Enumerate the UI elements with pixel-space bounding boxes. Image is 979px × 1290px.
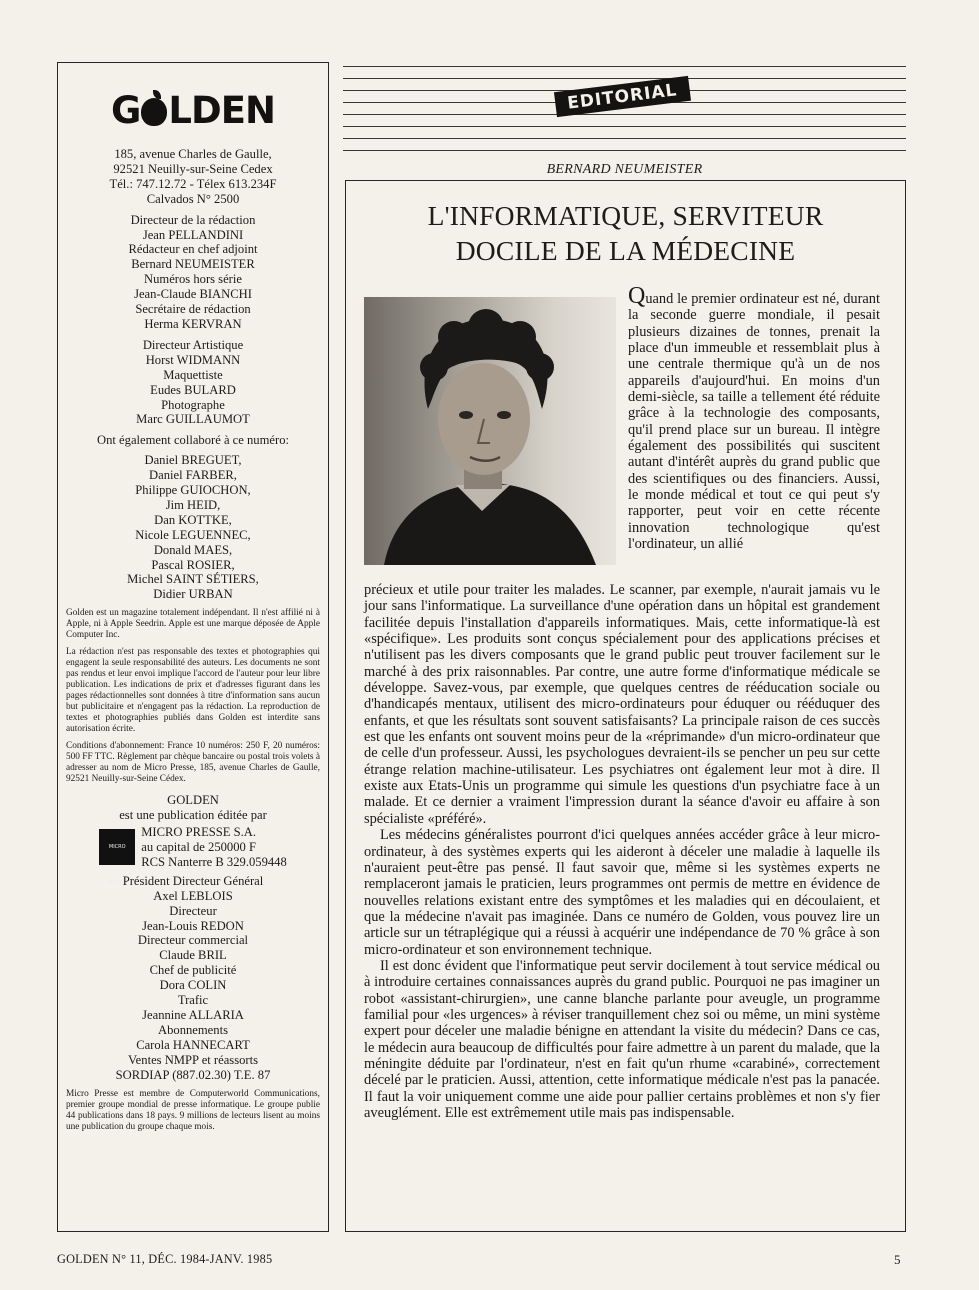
management-line: Jeannine ALLARIA	[142, 1007, 244, 1022]
apple-logo-icon	[141, 98, 167, 126]
portrait-illustration	[364, 297, 616, 565]
staff-line: Jean-Claude BIANCHI	[134, 287, 252, 302]
management-line: Directeur	[169, 903, 217, 918]
staff-line: Numéros hors série	[144, 272, 242, 287]
address-line: Calvados N° 2500	[146, 191, 240, 206]
publisher-intro	[64, 793, 322, 823]
contributors-block	[64, 453, 322, 602]
golden-logo: G LDEN	[111, 89, 275, 132]
art-line: Eudes BULARD	[150, 382, 236, 397]
art-line: Marc GUILLAUMOT	[136, 412, 250, 427]
staff-line: Bernard NEUMEISTER	[131, 257, 255, 272]
contributor-name: Michel SAINT SÉTIERS,	[127, 572, 259, 587]
management-block	[64, 874, 322, 1083]
address-block	[64, 147, 322, 207]
management-line: Jean-Louis REDON	[142, 918, 244, 933]
rule-line	[343, 138, 906, 139]
management-line: Chef de publicité	[149, 963, 237, 978]
paragraph-continuation: précieux et utile pour traiter les malades. Le scanner, par exemple, n'aurait jamais vu le jour sans l'informatique. La surveillance d'une opération dans un hôpital est grandement facilitée depuis l'installation d'appareils informatiques. Mais, cette informatique-là est «spécifique». Les produits sont conçus spécialement pour des applications précises et n'utilisent pas les divers composants que le grand public peut trouver facilement sur le marché à des prix raisonnables. Par contre, une autre forme d'informatique médicale se développe. Savez-vous, par exemple, que quelques centres de rééducation sociale ou d'handicapés mentaux, utilisent des micro-ordinateurs pour éduquer ou rééduquer des enfants, et que les résultats sont souvent satisfaisants? La principale raison de ces succès est que les enfants ont souvent moins peur de la «réprimande» d'un micro-ordinateur que de celle d'un professeur. Aussi, les psychologues devraient-ils se pencher un peu sur cette étrange relation machine-utilisateur. Les psychiatres ont également leur mot à dire. Il existe aux Etats-Unis un programme qui simule les questions d'un psychiatre face à un malade. Et ce dernier a vraiment l'impression durant la séance d'avoir eu affaire à son spécialiste «préféré».	[364, 582, 880, 827]
author-portrait	[364, 297, 616, 565]
management-line: Axel LEBLOIS	[153, 888, 233, 903]
masthead-column	[57, 62, 329, 1232]
contributors-heading: Ont également collaboré à ce numéro:	[97, 433, 289, 448]
rule-line	[343, 126, 906, 127]
staff-block	[64, 213, 322, 332]
intro-paragraph-text	[628, 283, 880, 553]
management-line: Dora COLIN	[159, 978, 227, 993]
contributor-name: Jim HEID,	[165, 497, 221, 512]
staff-line: Secrétaire de rédaction	[135, 302, 251, 317]
staff-line: Jean PELLANDINI	[142, 227, 244, 242]
art-line: Horst WIDMANN	[145, 352, 241, 367]
contributor-name: Daniel FARBER,	[149, 468, 237, 483]
rule-line	[343, 114, 906, 115]
art-block	[64, 338, 322, 427]
contributor-name: Daniel BREGUET,	[144, 453, 242, 468]
contributor-name: Donald MAES,	[153, 542, 233, 557]
management-line: Président Directeur Général	[122, 873, 264, 888]
staff-line: Directeur de la rédaction	[130, 212, 256, 227]
address-line: 92521 Neuilly-sur-Seine Cedex	[113, 161, 273, 176]
management-line: SORDIAP (887.02.30) T.E. 87	[115, 1067, 271, 1082]
contributor-name: Pascal ROSIER,	[151, 557, 235, 572]
intro-text: uand le premier ordinateur est né, durant la seconde guerre mondiale, il pesait plusieurs dizaines de tonnes, prenait la place d'un immeuble et ressemblait plus à une centrale thermique qu'à un de nos appareils d'aujourd'hui. En moins d'un demi-siècle, sa taille a tellement été réduite grâce à la technologie des composants, qu'il prend place sur un bureau. Il intègre également des possibilités qui suscitent autant d'intérêt auprès du grand public que des scientifiques ou des financiers. Aussi, le monde médical et tout ce qui peut s'y rapporter, peut voir en cette récente innovation technologique qu'est l'ordinateur, un allié	[628, 291, 880, 553]
author-byline: BERNARD NEUMEISTER	[546, 162, 703, 177]
management-line: Ventes NMPP et réassorts	[127, 1052, 258, 1067]
management-line: Trafic	[177, 993, 209, 1008]
management-line: Claude BRIL	[159, 948, 227, 963]
art-line: Photographe	[161, 397, 225, 412]
rule-line	[343, 78, 906, 79]
computerworld-notice: Micro Presse est membre de Computerworld Communications, premier groupe mondial de presse informatique. Le groupe publie 44 publications dans 18 pays. 9 millions de lecteurs lisent au moins une publication du groupe chaque mois.	[66, 1088, 320, 1132]
address-line: 185, avenue Charles de Gaulle,	[114, 147, 272, 161]
art-line: Maquettiste	[163, 367, 223, 382]
art-line: Directeur Artistique	[142, 337, 244, 352]
headline-line: L'INFORMATIQUE, SERVITEUR	[427, 200, 824, 231]
paragraph-doctors: Les médecins généralistes pourront d'ici quelques années accéder grâce à leur micro-ordinateur, à des systèmes experts qui les aideront à déceler une maladie à laquelle ils n'auraient peut-être pas pensé. Il faut savoir que, même si les systèmes experts ne remplaceront jamais le praticien, leurs programmes ont permis de mettre en évidence de nouvelles relations existant entre des symptômes et les maladies qui en découlaient, et que la médecine n'avait pas imaginée. Dans ce numéro de Golden, vous pouvez lire un article sur un tétraplégique qui a réussi à acquérir une indépendance de 70 % grâce à son micro-ordinateur et son environnement technique.	[364, 827, 880, 958]
contributor-name: Didier URBAN	[153, 587, 233, 602]
editorial-tag: EDITORIAL	[554, 76, 691, 117]
publisher-line: au capital de 250000 F	[141, 840, 256, 854]
contributor-name: Philippe GUIOCHON,	[135, 483, 251, 498]
rule-line	[343, 66, 906, 67]
staff-line: Rédacteur en chef adjoint	[128, 242, 258, 257]
publisher-details	[141, 825, 287, 870]
address-line: Tél.: 747.12.72 - Télex 613.234F	[109, 176, 277, 191]
responsibility-notice: La rédaction n'est pas responsable des textes et photographies qui engagent la seule responsabilité des auteurs. Les documents ne sont pas rendus et leur envoi implique l'accord de l'auteur pour leur libre publication. Les indications de prix et d'adresses figurant dans les pages rédactionnelles sont données à titre d'information sans aucun but publicitaire et n'engagent pas la rédaction. La reproduction de textes et photographies publiés dans Golden est interdite sans autorisation écrite.	[66, 647, 320, 735]
publisher-intro-line: est une publication éditée par	[119, 808, 267, 823]
contributor-name: Dan KOTTKE,	[154, 512, 232, 527]
independence-notice: Golden est un magazine totalement indépendant. Il n'est affilié ni à Apple, ni à Apple Seedrin. Apple est une marque déposée de Apple Computer Inc.	[66, 608, 320, 641]
rule-line	[343, 150, 906, 151]
intro-paragraph	[628, 283, 880, 553]
article-headline	[345, 198, 906, 268]
subscription-conditions: Conditions d'abonnement: France 10 numéros: 250 F, 20 numéros: 500 FF TTC. Règlement par chèque bancaire ou postal trois volets à adresser au nom de Micro Presse, 185, avenue Charles de Gaulle, 92521 Neuilly-sur-Seine Cédex.	[66, 741, 320, 785]
publisher-line: RCS Nanterre B 329.059448	[141, 854, 287, 869]
headline-line: DOCILE DE LA MÉDECINE	[455, 235, 796, 266]
staff-line: Herma KERVRAN	[144, 316, 242, 331]
drop-cap: Q	[628, 283, 646, 309]
management-line: Abonnements	[158, 1022, 228, 1037]
management-line: Directeur commercial	[137, 933, 249, 948]
page-number: 5	[894, 1252, 901, 1267]
management-line: Carola HANNECART	[136, 1037, 250, 1052]
publisher-line: MICRO PRESSE S.A.	[141, 825, 257, 840]
issue-footer: GOLDEN N° 11, DÉC. 1984-JANV. 1985	[57, 1252, 273, 1266]
paragraph-conclusion: Il est donc évident que l'informatique peut servir docilement à tout service médical ou à introduire certaines connaissances auprès du grand public. Pourquoi ne pas imaginer un robot «assistant-chirurgien», une canne blanche parlante pour aveugle, un programme familial pour «les urgences» à réviser tranquillement chez soi ou même, un mini système expert pour déceler une maladie bénigne en attendant la visite du médecin? Dans ce cas, le médecin aura beaucoup de difficultés pour faire admettre à un parent du malade, que la méningite déduite par l'ordinateur, n'est en fait qu'un rhume «carabiné», correctement décelé par le praticien. Aussi, attention, cette informatique médicale n'est pas la panacée. Il faut la voir uniquement comme une aide pour pallier certains problèmes et non s'y fier aveuglément. Elle est extrêmement utile mais pas indispensable.	[364, 957, 880, 1121]
publisher-intro-line: GOLDEN	[167, 793, 219, 808]
article-body	[364, 582, 880, 1121]
header-rules	[343, 66, 906, 156]
contributor-name: Nicole LEGUENNEC,	[135, 527, 251, 542]
micro-presse-logo: MICRO PRESSE	[99, 829, 135, 865]
